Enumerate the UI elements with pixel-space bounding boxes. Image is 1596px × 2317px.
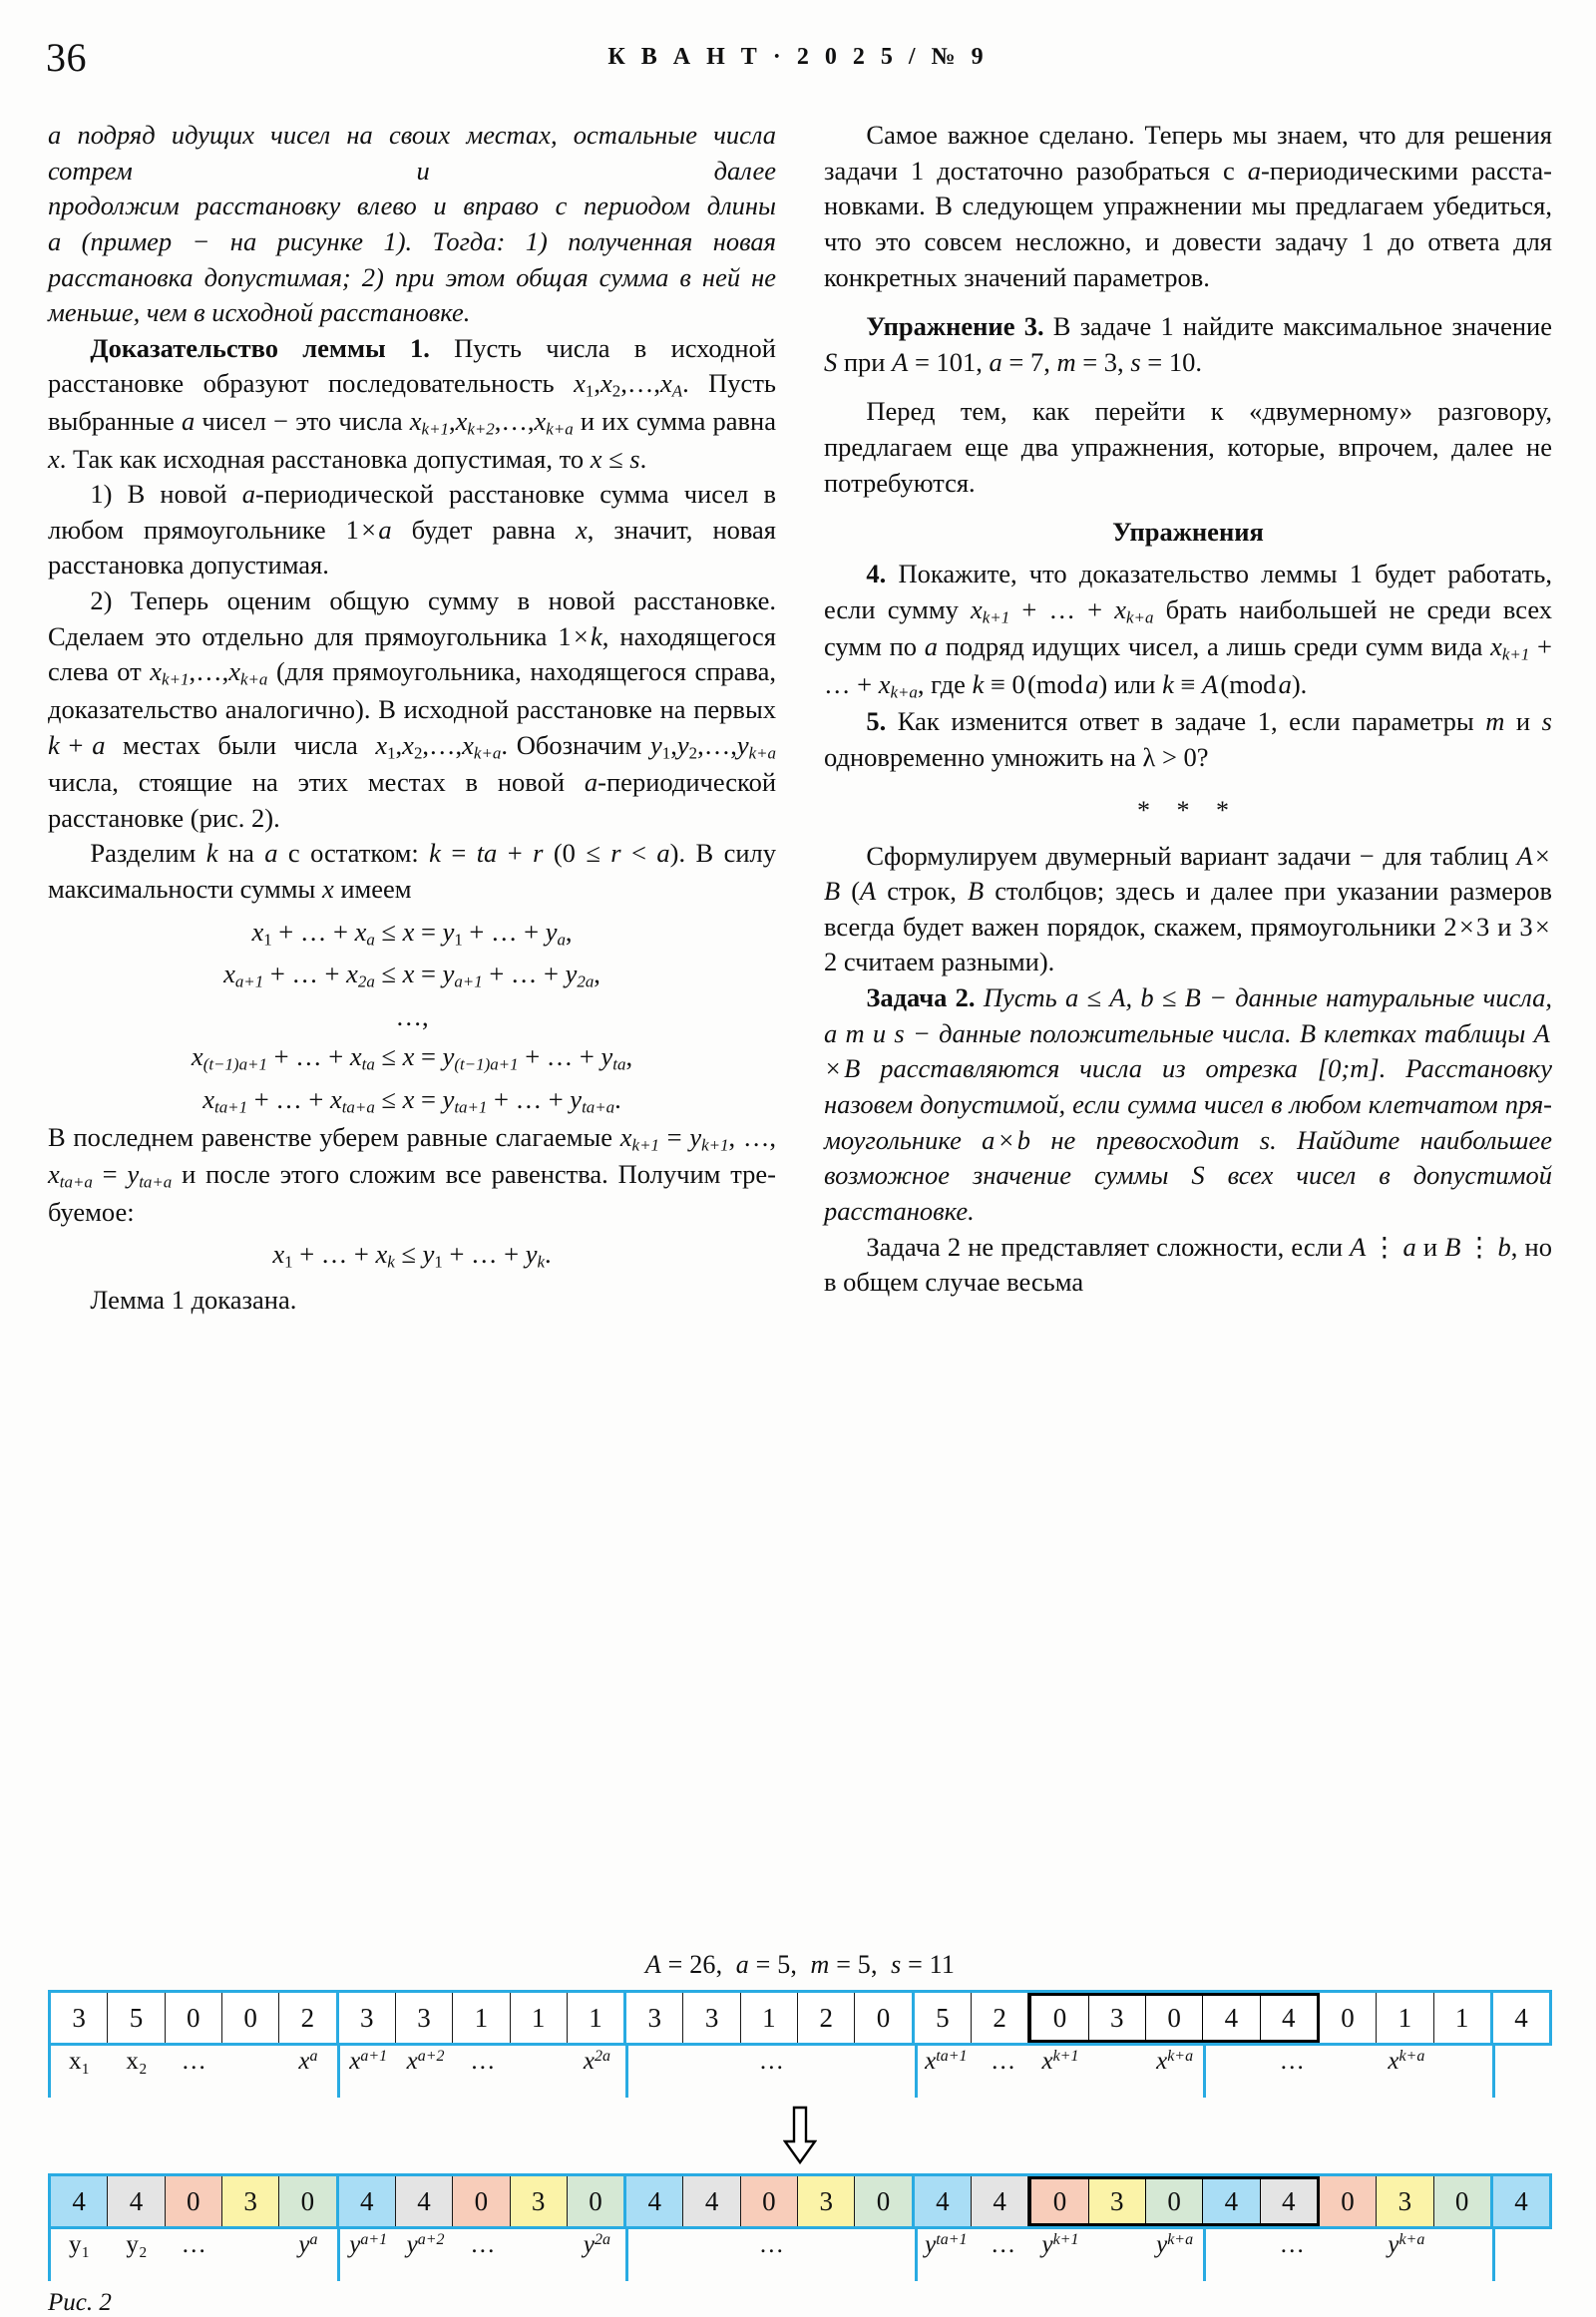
figure-cell-label: x $^{k+1}$ (1041, 2048, 1079, 2075)
figure-row-y (48, 2173, 1552, 2229)
equation-ellipsis: …, (395, 1001, 429, 1032)
figure-2 (48, 1950, 1552, 2317)
figure-cell-label: y $^{k+a}$ (1388, 2231, 1425, 2258)
figure-cell: 5 (108, 1993, 165, 2043)
figure-cell-label (800, 2229, 857, 2281)
figure-cell: 0 (741, 2176, 798, 2226)
figure-cell: 4 (1261, 1993, 1320, 2043)
figure-row-x (48, 1990, 1552, 2046)
figure-cell: 3 (683, 1993, 740, 2043)
figure-cell-label: … (181, 2231, 206, 2258)
figure-cell-label (1435, 2229, 1492, 2281)
section-separator-stars: * * * (1137, 795, 1239, 825)
figure-cell-label (685, 2229, 742, 2281)
figure-cell-label: … (181, 2048, 206, 2075)
figure-row-x-labels (48, 2046, 1552, 2098)
figure-cell: 0 (166, 1993, 222, 2043)
paragraph-lemma-statement: a подряд идущих чисел на своих местах, остальные числа сотрем и далее продолжим расстановку влево и вправо с периодом длины a (пример − на рисунке 1). Тогда: 1) полученная новая расстановка допустимая; 2) при этом общая сумма в ней не меньше, чем в исходной расстановке. (48, 120, 776, 328)
figure-cell-label: y $^{k+a}$ (1156, 2231, 1194, 2258)
figure-cell: 3 (511, 2176, 568, 2226)
equation-4: $x_{(t-1)a+1}$ + … + $x_{ta} \le x = y_{(t-1)a+1}$ + … + $y_{ta}$, (191, 1041, 633, 1074)
figure-cell: 0 (222, 1993, 279, 2043)
figure-cell: 3 (798, 2176, 855, 2226)
figure-cell-label (857, 2046, 914, 2098)
figure-cell: 0 (1320, 1993, 1377, 2043)
paragraph-2d-formulation: Сформулируем двумерный вариант задачи − для таблиц A × B (A строк, B столбцов; здесь и далее при указании размеров всегда будет важен порядок, скажем, прямоугольники 2 × 3 и 3 × 2 считаем разными). (824, 840, 1552, 977)
figure-cell-label: … (991, 2231, 1016, 2258)
figure-cell-label (625, 2229, 685, 2281)
figure-label: Рис. 2 (48, 2289, 112, 2316)
figure-cell-label (625, 2046, 685, 2098)
figure-cell: 0 (1146, 2176, 1203, 2226)
figure-cell-label: y $^a$ (298, 2231, 318, 2258)
task-2: Задача 2. Пусть a ≤ A, b ≤ B − данные натуральные числа, a m и s − данные положительные числа. В клетках таблицы A × B расставляются числа из отрезка [0;m]. Расстановку назовем допустимой, если сумма чисел в любом клетчатом прямоугольнике a × b не превосходит s. Найдите наибольшее возможное значение суммы S всех чисел в допустимой расстановке. (824, 982, 1553, 1226)
figure-cell-label: y $^{ta+1}$ (915, 2229, 975, 2281)
paragraph-before-2d: Перед тем, как перейти к «двумерному» разговору, предлагаем еще два упражнения, которые, впрочем, далее не потребуются. (824, 396, 1552, 498)
figure-cell-label (800, 2046, 857, 2098)
figure-cell-label (1089, 2229, 1146, 2281)
figure-cell: 1 (511, 1993, 568, 2043)
figure-cell: 0 (453, 2176, 510, 2226)
figure-cell: 1 (453, 1993, 510, 2043)
figure-cell: 0 (1028, 1993, 1088, 2043)
figure-cell: 4 (396, 2176, 453, 2226)
figure-cell: 0 (1146, 1993, 1203, 2043)
figure-cell-label: y $^{k+1}$ (1041, 2231, 1079, 2258)
right-column (824, 118, 1552, 1319)
figure-cell: 4 (1203, 2176, 1260, 2226)
figure-cell: 5 (915, 1993, 972, 2043)
figure-cell-label: y $^{a+2}$ (406, 2231, 445, 2258)
figure-cell: 4 (683, 2176, 740, 2226)
exercise-4-number: 4. (866, 559, 887, 589)
figure-cell-label: y $^{a+1}$ (337, 2229, 397, 2281)
exercise-5-number: 5. (866, 706, 887, 737)
figure-cell-label (1203, 2229, 1263, 2281)
figure-cell-label: … (1279, 2231, 1305, 2258)
figure-cell: 1 (568, 1993, 626, 2043)
figure-cell: 0 (855, 1993, 914, 2043)
exercise-3: Упражнение 3. В задаче 1 найдите максимальное значение S при A = 101, a = 7, m = 3, s = 10. (824, 311, 1553, 377)
paragraph-division: Разделим k на a с остатком: k = ta + r (0 ≤ r < a). В силу максимальности суммы x имеем (48, 838, 777, 905)
figure-row-y-labels (48, 2229, 1552, 2281)
figure-cell-label (1203, 2046, 1263, 2098)
figure-cell: 1 (1377, 1993, 1433, 2043)
figure-cell-label: y₂ (126, 2231, 148, 2258)
figure-cell: 4 (1493, 1993, 1552, 2043)
figure-cell: 4 (915, 2176, 972, 2226)
figure-cell-label: x₂ (126, 2048, 148, 2075)
equation-1: $x_1$ + … + $x_a \le x = y_1$ + … + $y_a$, (251, 916, 573, 950)
figure-cell: 1 (1434, 1993, 1493, 2043)
exercise-4: 4. Покажите, что доказательство леммы 1 будет работать, если сумму $x_{k+1}$ + … + $x_{k+a}$ брать наибольшей не среди всех сумм по a подряд идущих чисел, а лишь среди сумм вида $x_{k+1}$ + … + $x_{k+a}$, где k ≡ 0 (mod a) или k ≡ A (mod a). (824, 559, 1552, 702)
figure-cell: 0 (568, 2176, 626, 2226)
equation-6: $x_1$ + … + $x_k \le y_1$ + … + $y_k$. (272, 1239, 552, 1273)
page-number: 36 (46, 35, 87, 80)
figure-cell-label (1435, 2046, 1492, 2098)
equation-5: $x_{ta+1}$ + … + $x_{ta+a} \le x = y_{ta+1}$ + … + $y_{ta+a}$. (202, 1083, 621, 1117)
figure-cell: 0 (855, 2176, 914, 2226)
task-2-heading: Задача 2. (866, 982, 976, 1013)
figure-cell-label (685, 2046, 742, 2098)
figure-cell-label: … (470, 2231, 496, 2258)
figure-cell-label (1492, 2046, 1552, 2098)
paragraph-proof-part1: 1) В новой a-периодической расстановке сумма чисел в любом прямоугольнике 1 × a будет равна x, значит, новая расстановка допустимая. (48, 479, 776, 580)
figure-cell: 1 (741, 1993, 798, 2043)
exercises-heading: Упражнения (1112, 517, 1264, 548)
figure-cell-label (1321, 2046, 1378, 2098)
figure-cell-label (1089, 2046, 1146, 2098)
figure-cell-label (222, 2229, 279, 2281)
figure-cell-label (857, 2229, 914, 2281)
figure-cell: 3 (51, 1993, 108, 2043)
figure-cell-label: x $^{ta+1}$ (915, 2046, 975, 2098)
journal-title: К В А Н Т · 2 0 2 5 / № 9 (607, 44, 989, 70)
figure-cell: 2 (798, 1993, 855, 2043)
figure-cell-label: … (470, 2048, 496, 2075)
figure-parameters: A = 26, a = 5, m = 5, s = 11 (644, 1950, 956, 1979)
figure-cell: 3 (1089, 2176, 1146, 2226)
figure-cell: 3 (1089, 1993, 1146, 2043)
figure-cell-label: x $^{k+a}$ (1156, 2048, 1194, 2075)
paragraph-lemma-proved: Лемма 1 доказана. (90, 1285, 297, 1316)
exercise-3-heading: Упражнение 3. (866, 311, 1044, 342)
figure-cell-label: … (991, 2048, 1016, 2075)
figure-cell: 3 (626, 1993, 683, 2043)
figure-cell: 0 (166, 2176, 222, 2226)
downward-arrow-icon (48, 2098, 1552, 2173)
proof-heading: Доказательство леммы 1. (90, 332, 430, 363)
figure-cell-label: … (758, 2231, 784, 2258)
figure-cell: 4 (51, 2176, 108, 2226)
figure-cell: 4 (1203, 1993, 1260, 2043)
figure-cell: 4 (339, 2176, 396, 2226)
figure-cell: 3 (222, 2176, 279, 2226)
paragraph-proof-part2: 2) Теперь оценим общую сумму в новой расстановке. Сделаем это отдельно для прямоугольника 1 × k, находящегося слева от $x_{k+1},\dots,x_{k+a}$ (для прямоугольника, находящегося справа, доказательство аналогично). В исходной расстановке на первых k + a местах были числа $x_1,x_2,\dots,x_{k+a}$. Обозначим $y_1,y_2,\dots,y_{k+a}$ числа, стоящие на этих местах в новой a-периодической расстановке (рис. 2). (48, 585, 777, 833)
equation-2: $x_{a+1}$ + … + $x_{2a} \le x = y_{a+1}$ + … + $y_{2a}$, (223, 959, 600, 992)
figure-cell-label (222, 2046, 279, 2098)
figure-cell: 3 (1377, 2176, 1433, 2226)
figure-cell: 2 (972, 1993, 1028, 2043)
figure-cell: 0 (1434, 2176, 1493, 2226)
figure-cell-label: y₁ (48, 2229, 108, 2281)
figure-cell-label: … (758, 2048, 784, 2075)
figure-cell: 4 (972, 2176, 1028, 2226)
exercise-5: 5. Как изменится ответ в задаче 1, если параметры m и s одновременно умножить на λ > 0? (824, 706, 1552, 772)
figure-cell: 0 (279, 2176, 338, 2226)
paragraph-most-important: Самое важное сделано. Теперь мы знаем, что для решения задачи 1 достаточно разобраться с a-периодическими расстановками. В следующем упражнении мы предлагаем убедиться, что это совсем несложно, и довести задачу 1 до ответа для конкретных значений параметров. (824, 120, 1552, 292)
paragraph-task2-difficulty: Задача 2 не представляет сложности, если A ⋮ a и B ⋮ b, но в общем случае весьма (824, 1231, 1552, 1298)
figure-cell: 0 (1320, 2176, 1377, 2226)
figure-cell: 4 (108, 2176, 165, 2226)
figure-cell: 4 (626, 2176, 683, 2226)
figure-cell: 0 (1028, 2176, 1088, 2226)
figure-cell-label: x $^{2a}$ (583, 2048, 611, 2075)
page-header (0, 34, 1596, 86)
article-body (48, 118, 1552, 1319)
figure-cell: 3 (396, 1993, 453, 2043)
figure-cell-label: x₁ (48, 2046, 108, 2098)
figure-cell-label (1492, 2229, 1552, 2281)
figure-cell: 4 (1493, 2176, 1552, 2226)
figure-cell-label (512, 2046, 569, 2098)
figure-cell-label: x $^a$ (298, 2048, 318, 2075)
figure-cell: 2 (279, 1993, 338, 2043)
figure-cell-label (512, 2229, 569, 2281)
figure-cell-label: … (1279, 2048, 1305, 2075)
figure-cell-label (1321, 2229, 1378, 2281)
left-column (48, 118, 776, 1319)
paragraph-cancel-terms: В последнем равенстве уберем равные слагаемые $x_{k+1} = y_{k+1}$, …, $x_{ta+a} = y_{ta+a}$ и после этого сложим все равенства. Получим требуемое: (48, 1121, 777, 1227)
paragraph-proof-lemma1: Доказательство леммы 1. Пусть числа в исходной расстановке образуют последовательность $x_1,x_2,\dots,x_A$. Пусть выбранные a чисел − это числа $x_{k+1},x_{k+2},\dots,x_{k+a}$ и их сумма равна x. Так как исходная расстановка допустимая, то x ≤ s. (48, 332, 776, 474)
figure-cell-label: x $^{a+2}$ (406, 2048, 445, 2075)
figure-cell-label: x $^{a+1}$ (337, 2046, 397, 2098)
figure-cell-label: y $^{2a}$ (583, 2231, 611, 2258)
figure-cell-label: x $^{k+a}$ (1388, 2048, 1425, 2075)
figure-cell: 4 (1261, 2176, 1320, 2226)
figure-cell: 3 (339, 1993, 396, 2043)
